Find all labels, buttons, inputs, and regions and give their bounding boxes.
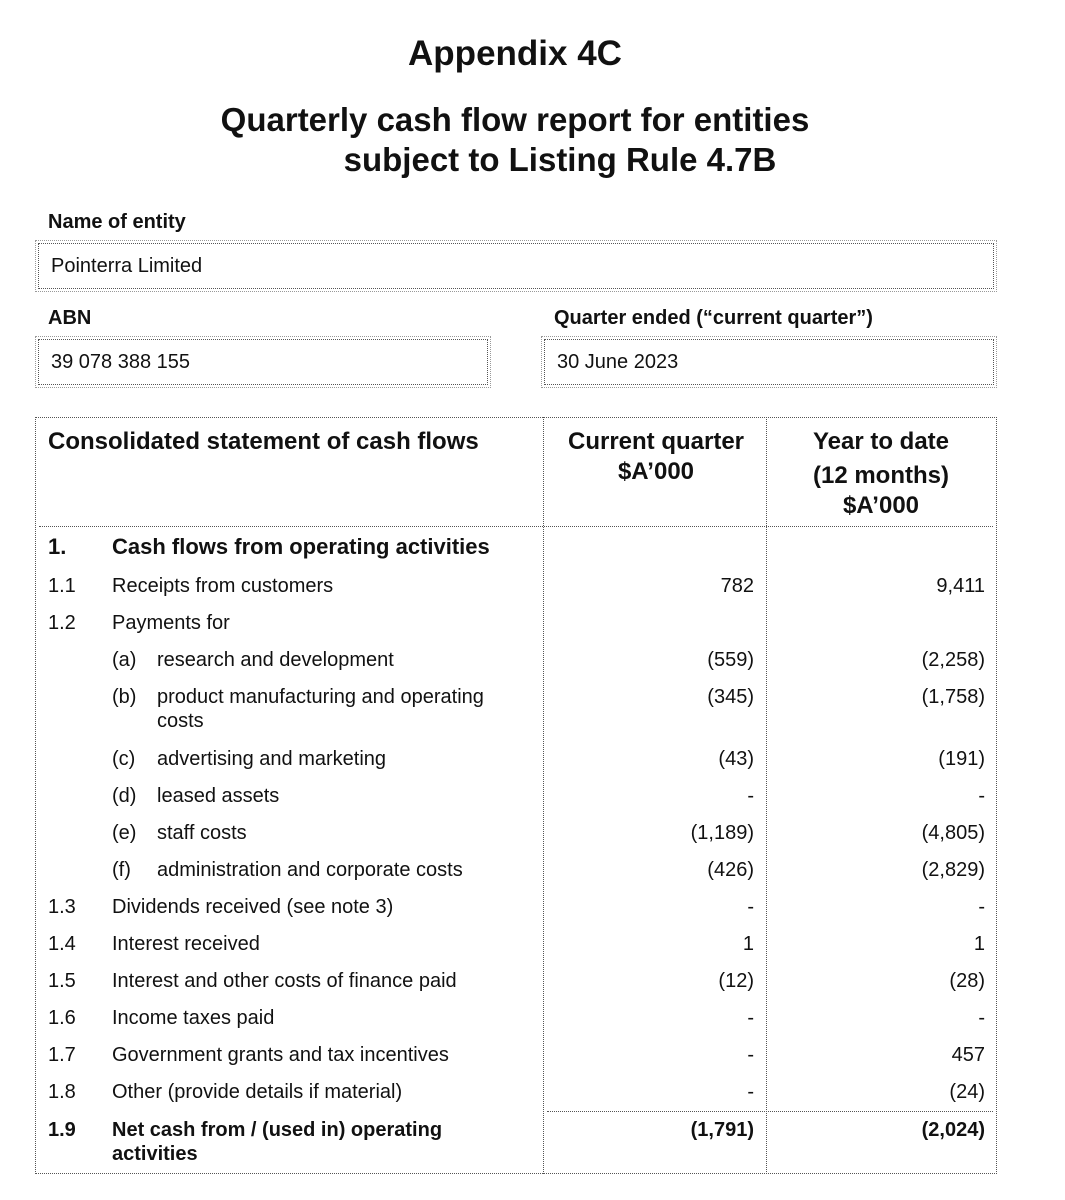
quarter-label: Quarter ended (“current quarter”) (554, 307, 873, 329)
page-title: Appendix 4C (408, 34, 622, 73)
column-header-statement: Consolidated statement of cash flows (48, 428, 479, 455)
subtitle-line-2: subject to Listing Rule 4.7B (343, 141, 777, 178)
total-divider (547, 1111, 993, 1112)
abn-label: ABN (48, 307, 92, 329)
abn-field: 39 078 388 155 (38, 339, 488, 385)
column-header-year-to-date: Year to date (12 months) $A’000 (812, 428, 950, 519)
subtitle-line-1: Quarterly cash flow report for entities (220, 101, 810, 138)
quarter-field: 30 June 2023 (544, 339, 994, 385)
header-divider (39, 526, 993, 527)
column-divider (766, 417, 767, 1174)
page-subtitle (0, 100, 1030, 180)
entity-name-label: Name of entity (48, 211, 186, 233)
column-header-current-quarter: Current quarter $A’000 (567, 428, 745, 485)
entity-name-field: Pointerra Limited (38, 243, 994, 289)
column-divider (543, 417, 544, 1174)
